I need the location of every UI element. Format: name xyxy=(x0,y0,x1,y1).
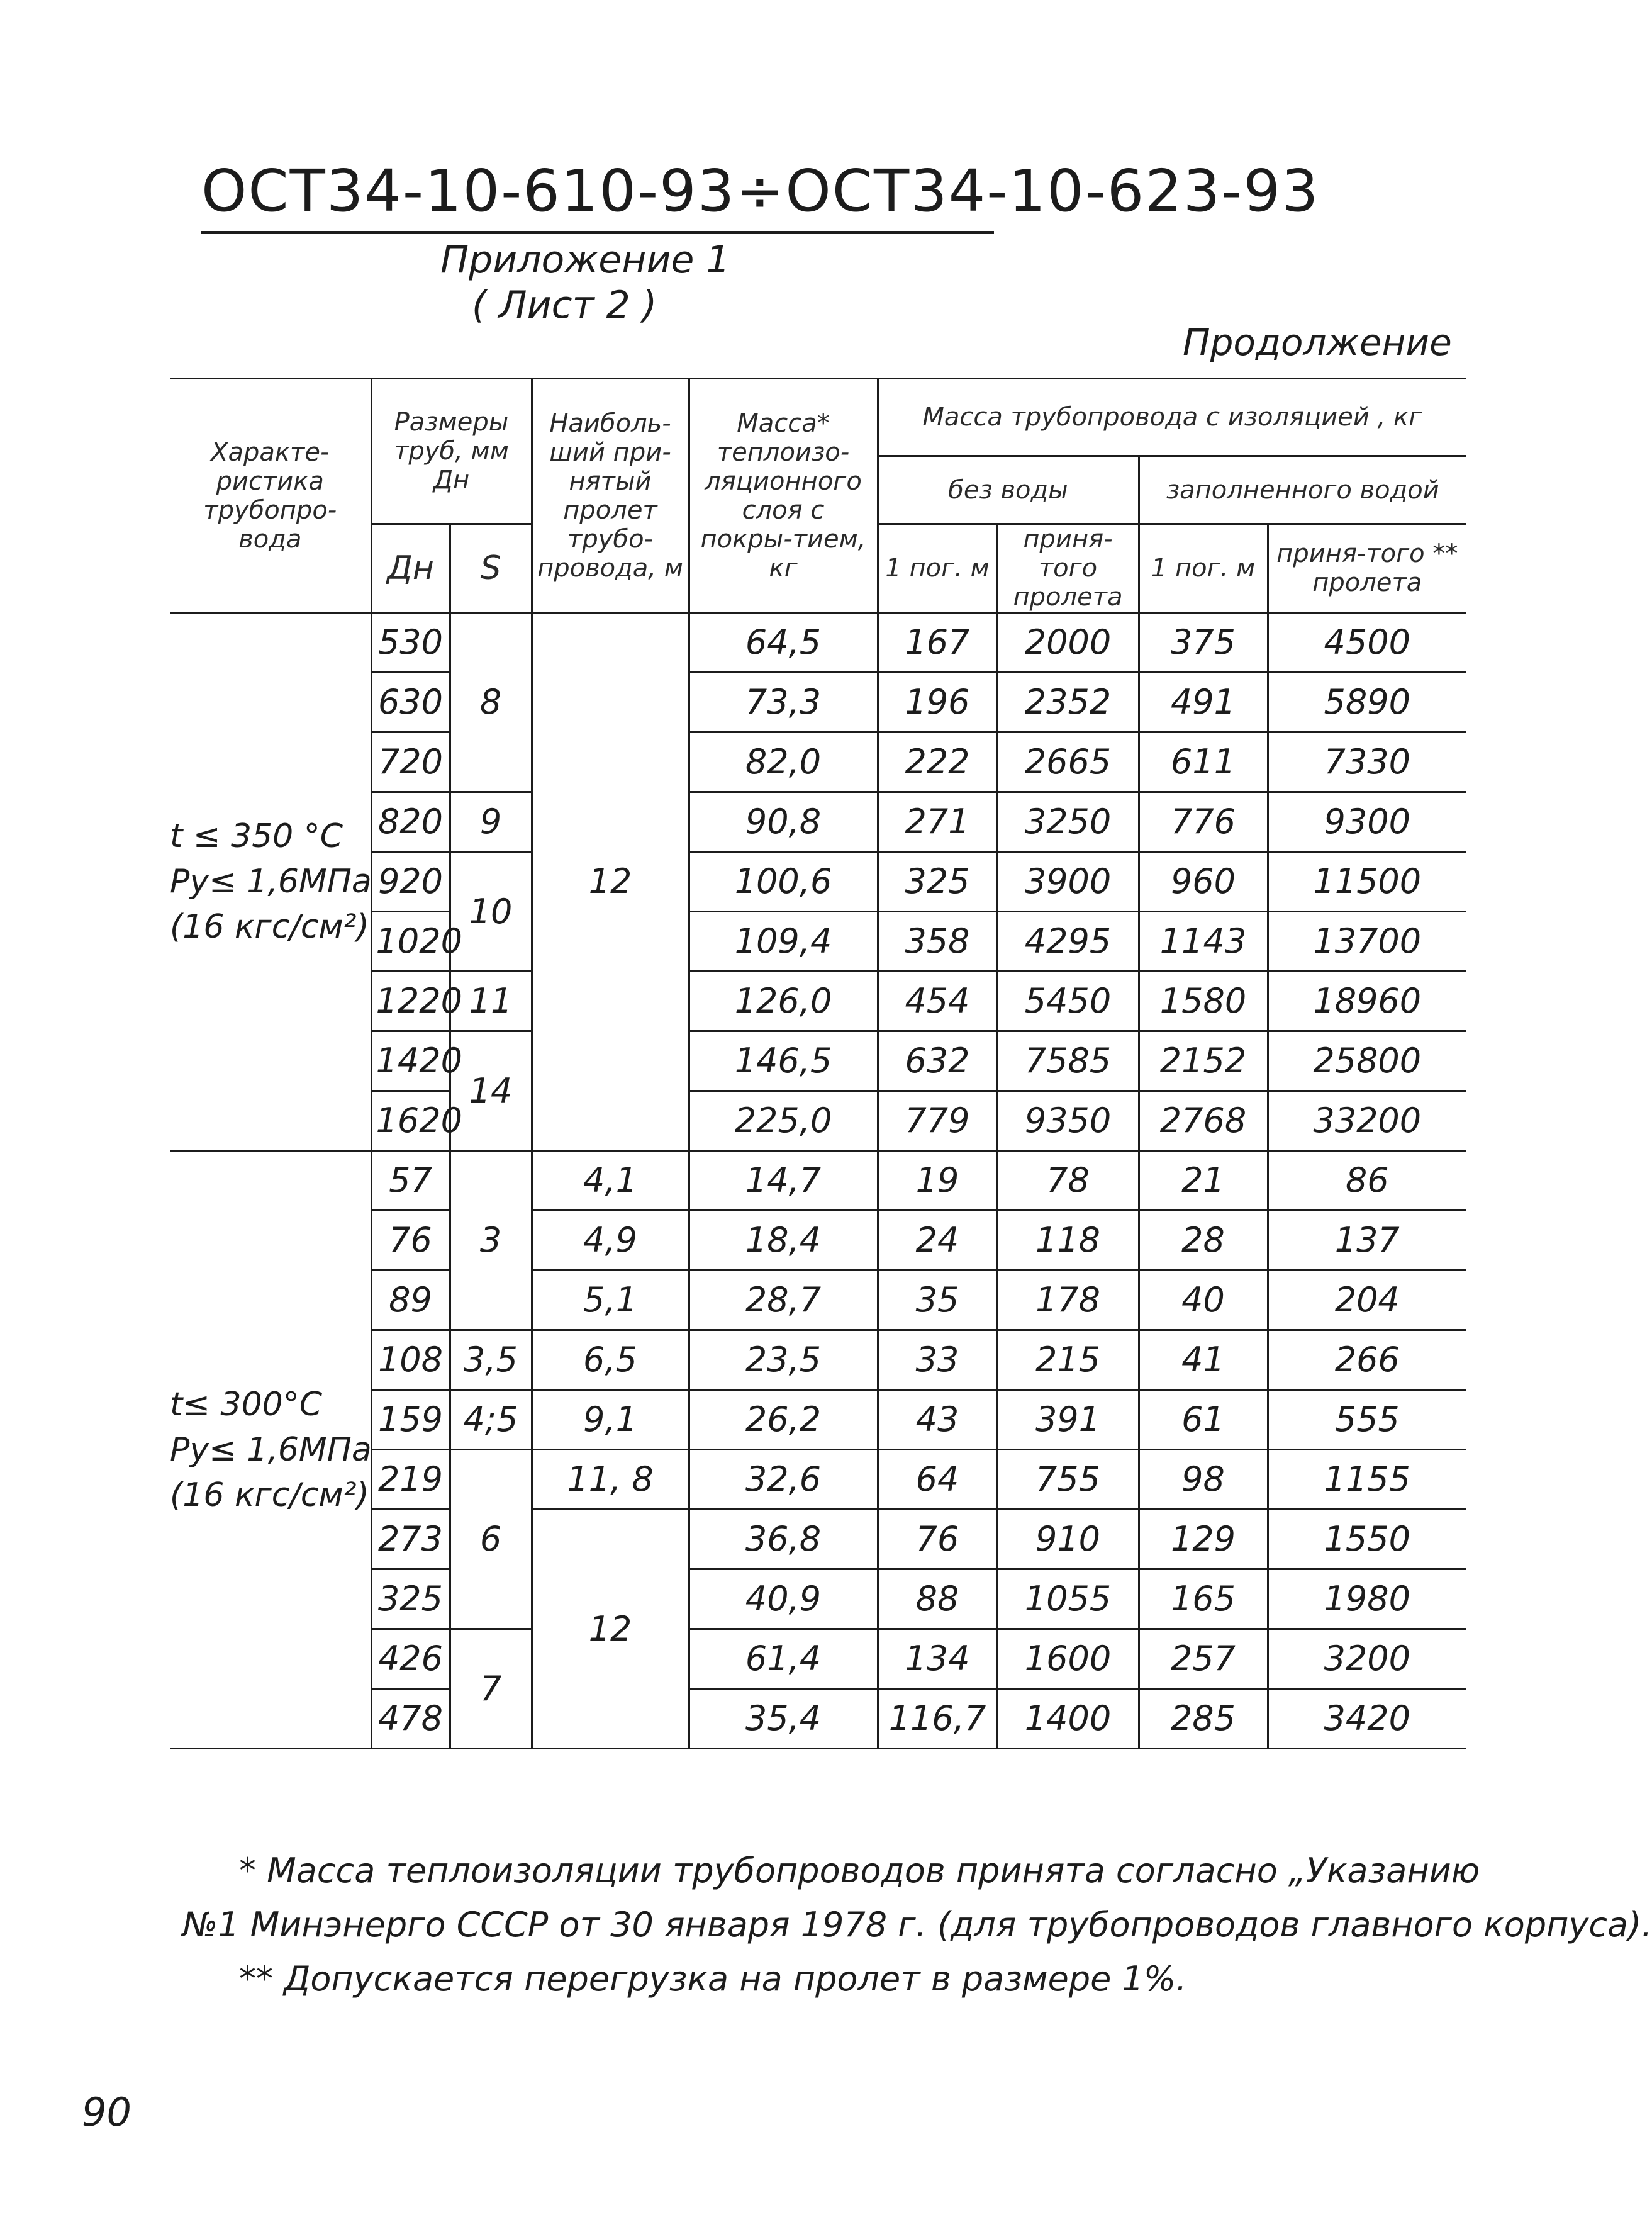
header-without-water: без воды xyxy=(878,456,1139,524)
cell-ww-span: 4295 xyxy=(997,912,1139,972)
cell-ww-span: 391 xyxy=(997,1390,1139,1450)
cell-s: 3,5 xyxy=(450,1330,532,1390)
group2-temperature: t≤ 300°C xyxy=(170,1385,323,1423)
header-insulation-mass: Масса* теплоизо-ляционного слоя с покры-тием, кг xyxy=(689,379,878,613)
cell-dn: 219 xyxy=(371,1450,450,1510)
header-s: S xyxy=(450,524,532,613)
group1-pressure: Pу≤ 1,6МПа xyxy=(170,863,372,901)
cell-mass: 109,4 xyxy=(689,912,878,972)
cell-dn: 820 xyxy=(371,792,450,852)
cell-ww-span: 3900 xyxy=(997,852,1139,912)
header-pipe-sizes: Размеры труб, мм Дн xyxy=(371,379,532,524)
cell-ww-m: 222 xyxy=(878,732,997,792)
header-pipe-mass: Масса трубопровода с изоляцией , кг xyxy=(878,379,1466,456)
cell-fw-span: 1155 xyxy=(1268,1450,1466,1510)
cell-ww-m: 196 xyxy=(878,673,997,732)
cell-s: 9 xyxy=(450,792,532,852)
document-code: ОСТ34-10-610-93÷ОСТ34-10-623-93 xyxy=(201,157,994,234)
header-accepted-span-filled: приня-того ** пролета xyxy=(1268,524,1466,613)
cell-ww-span: 2665 xyxy=(997,732,1139,792)
cell-fw-span: 4500 xyxy=(1268,613,1466,673)
cell-fw-span: 3420 xyxy=(1268,1689,1466,1749)
cell-mass: 73,3 xyxy=(689,673,878,732)
cell-span: 5,1 xyxy=(532,1271,689,1330)
cell-fw-span: 9300 xyxy=(1268,792,1466,852)
cell-dn: 325 xyxy=(371,1569,450,1629)
cell-fw-span: 137 xyxy=(1268,1211,1466,1271)
cell-fw-span: 13700 xyxy=(1268,912,1466,972)
cell-fw-span: 3200 xyxy=(1268,1629,1466,1689)
group1-characteristic xyxy=(170,613,371,1151)
cell-mass: 61,4 xyxy=(689,1629,878,1689)
table-row xyxy=(170,613,1466,673)
cell-fw-span: 1980 xyxy=(1268,1569,1466,1629)
cell-dn: 159 xyxy=(371,1390,450,1450)
cell-dn: 530 xyxy=(371,613,450,673)
cell-mass: 100,6 xyxy=(689,852,878,912)
cell-fw-m: 61 xyxy=(1139,1390,1268,1450)
cell-ww-span: 1600 xyxy=(997,1629,1139,1689)
cell-span: 12 xyxy=(532,613,689,1151)
cell-ww-m: 325 xyxy=(878,852,997,912)
cell-mass: 26,2 xyxy=(689,1390,878,1450)
cell-dn: 478 xyxy=(371,1689,450,1749)
cell-s: 8 xyxy=(450,613,532,792)
header-per-meter-filled: 1 пог. м xyxy=(1139,524,1268,613)
cell-ww-m: 779 xyxy=(878,1091,997,1151)
cell-ww-m: 24 xyxy=(878,1211,997,1271)
cell-ww-m: 64 xyxy=(878,1450,997,1510)
cell-fw-span: 11500 xyxy=(1268,852,1466,912)
cell-dn: 89 xyxy=(371,1271,450,1330)
cell-fw-span: 266 xyxy=(1268,1330,1466,1390)
cell-dn: 720 xyxy=(371,732,450,792)
cell-fw-span: 18960 xyxy=(1268,972,1466,1031)
cell-ww-span: 2352 xyxy=(997,673,1139,732)
cell-dn: 1620 xyxy=(371,1091,450,1151)
cell-mass: 90,8 xyxy=(689,792,878,852)
pipe-mass-table xyxy=(170,378,1466,1749)
header-accepted-span-dry: приня-того пролета xyxy=(997,524,1139,613)
cell-ww-span: 9350 xyxy=(997,1091,1139,1151)
cell-s: 4;5 xyxy=(450,1390,532,1450)
cell-ww-m: 43 xyxy=(878,1390,997,1450)
cell-ww-m: 76 xyxy=(878,1510,997,1569)
cell-mass: 32,6 xyxy=(689,1450,878,1510)
cell-fw-m: 129 xyxy=(1139,1510,1268,1569)
cell-fw-m: 41 xyxy=(1139,1330,1268,1390)
cell-mass: 35,4 xyxy=(689,1689,878,1749)
cell-mass: 28,7 xyxy=(689,1271,878,1330)
cell-ww-m: 88 xyxy=(878,1569,997,1629)
cell-dn: 1420 xyxy=(371,1031,450,1091)
cell-span: 9,1 xyxy=(532,1390,689,1450)
cell-ww-m: 33 xyxy=(878,1330,997,1390)
cell-span: 6,5 xyxy=(532,1330,689,1390)
cell-dn: 273 xyxy=(371,1510,450,1569)
cell-fw-span: 5890 xyxy=(1268,673,1466,732)
cell-span: 4,1 xyxy=(532,1151,689,1211)
cell-ww-m: 271 xyxy=(878,792,997,852)
cell-ww-span: 178 xyxy=(997,1271,1139,1330)
cell-fw-span: 1550 xyxy=(1268,1510,1466,1569)
cell-ww-m: 632 xyxy=(878,1031,997,1091)
cell-ww-span: 3250 xyxy=(997,792,1139,852)
cell-ww-m: 358 xyxy=(878,912,997,972)
footnote-1-line-1: * Масса теплоизоляции трубопроводов принята согласно „Указанию xyxy=(239,1851,1480,1890)
footnotes xyxy=(182,1844,1652,2006)
cell-fw-m: 375 xyxy=(1139,613,1268,673)
cell-mass: 126,0 xyxy=(689,972,878,1031)
cell-fw-span: 86 xyxy=(1268,1151,1466,1211)
group2-pressure: Pу≤ 1,6МПа xyxy=(170,1430,372,1469)
header-dn: Дн xyxy=(371,524,450,613)
cell-ww-m: 134 xyxy=(878,1629,997,1689)
footnote-1-line-2: №1 Минэнерго СССР от 30 января 1978 г. (для трубопроводов главного корпуса). xyxy=(182,1905,1652,1944)
cell-fw-span: 25800 xyxy=(1268,1031,1466,1091)
header-max-span: Наиболь-ший при-нятый пролет трубо-провода, м xyxy=(532,379,689,613)
cell-fw-span: 33200 xyxy=(1268,1091,1466,1151)
cell-fw-m: 28 xyxy=(1139,1211,1268,1271)
cell-ww-span: 7585 xyxy=(997,1031,1139,1091)
cell-fw-m: 257 xyxy=(1139,1629,1268,1689)
continuation-label: Продолжение xyxy=(1183,321,1452,364)
cell-dn: 108 xyxy=(371,1330,450,1390)
cell-fw-span: 204 xyxy=(1268,1271,1466,1330)
cell-fw-m: 165 xyxy=(1139,1569,1268,1629)
cell-ww-span: 215 xyxy=(997,1330,1139,1390)
cell-ww-m: 35 xyxy=(878,1271,997,1330)
cell-fw-m: 1580 xyxy=(1139,972,1268,1031)
cell-dn: 1020 xyxy=(371,912,450,972)
cell-ww-span: 118 xyxy=(997,1211,1139,1271)
cell-fw-m: 491 xyxy=(1139,673,1268,732)
cell-dn: 57 xyxy=(371,1151,450,1211)
page-number: 90 xyxy=(82,2089,131,2135)
cell-mass: 23,5 xyxy=(689,1330,878,1390)
cell-mass: 225,0 xyxy=(689,1091,878,1151)
cell-dn: 920 xyxy=(371,852,450,912)
cell-fw-m: 98 xyxy=(1139,1450,1268,1510)
cell-mass: 36,8 xyxy=(689,1510,878,1569)
cell-dn: 630 xyxy=(371,673,450,732)
cell-ww-span: 755 xyxy=(997,1450,1139,1510)
group2-characteristic xyxy=(170,1151,371,1749)
cell-mass: 82,0 xyxy=(689,732,878,792)
cell-ww-span: 2000 xyxy=(997,613,1139,673)
cell-mass: 64,5 xyxy=(689,613,878,673)
cell-ww-span: 1055 xyxy=(997,1569,1139,1629)
cell-ww-span: 910 xyxy=(997,1510,1139,1569)
cell-fw-m: 960 xyxy=(1139,852,1268,912)
cell-fw-m: 776 xyxy=(1139,792,1268,852)
cell-ww-span: 5450 xyxy=(997,972,1139,1031)
table-row xyxy=(170,1151,1466,1211)
cell-s: 10 xyxy=(450,852,532,972)
cell-fw-m: 2152 xyxy=(1139,1031,1268,1091)
cell-ww-m: 19 xyxy=(878,1151,997,1211)
cell-fw-m: 21 xyxy=(1139,1151,1268,1211)
cell-mass: 40,9 xyxy=(689,1569,878,1629)
cell-fw-span: 7330 xyxy=(1268,732,1466,792)
cell-mass: 146,5 xyxy=(689,1031,878,1091)
cell-dn: 1220 xyxy=(371,972,450,1031)
header-filled-water: заполненного водой xyxy=(1139,456,1466,524)
appendix-title: Приложение 1 xyxy=(440,238,730,282)
cell-fw-m: 611 xyxy=(1139,732,1268,792)
appendix-sheet-label: ( Лист 2 ) xyxy=(472,283,657,327)
cell-mass: 18,4 xyxy=(689,1211,878,1271)
group2-pressure-kgf: (16 кгс/см²) xyxy=(170,1476,369,1514)
cell-span-shared: 12 xyxy=(532,1510,689,1749)
cell-fw-m: 40 xyxy=(1139,1271,1268,1330)
header-characteristic: Характе-ристика трубопро-вода xyxy=(170,379,371,613)
group1-temperature: t ≤ 350 °C xyxy=(170,817,343,855)
cell-fw-span: 555 xyxy=(1268,1390,1466,1450)
cell-dn: 426 xyxy=(371,1629,450,1689)
cell-dn: 76 xyxy=(371,1211,450,1271)
cell-fw-m: 285 xyxy=(1139,1689,1268,1749)
cell-fw-m: 1143 xyxy=(1139,912,1268,972)
cell-ww-m: 454 xyxy=(878,972,997,1031)
cell-s: 3 xyxy=(450,1151,532,1330)
cell-ww-span: 1400 xyxy=(997,1689,1139,1749)
cell-ww-m: 116,7 xyxy=(878,1689,997,1749)
group1-pressure-kgf: (16 кгс/см²) xyxy=(170,908,369,946)
cell-ww-m: 167 xyxy=(878,613,997,673)
footnote-2: ** Допускается перегрузка на пролет в размере 1%. xyxy=(239,1959,1187,1999)
cell-s: 11 xyxy=(450,972,532,1031)
cell-s: 14 xyxy=(450,1031,532,1151)
cell-s: 6 xyxy=(450,1450,532,1629)
cell-mass: 14,7 xyxy=(689,1151,878,1211)
cell-span: 4,9 xyxy=(532,1211,689,1271)
header-per-meter-dry: 1 пог. м xyxy=(878,524,997,613)
cell-fw-m: 2768 xyxy=(1139,1091,1268,1151)
cell-s: 7 xyxy=(450,1629,532,1749)
cell-span: 11, 8 xyxy=(532,1450,689,1510)
cell-ww-span: 78 xyxy=(997,1151,1139,1211)
